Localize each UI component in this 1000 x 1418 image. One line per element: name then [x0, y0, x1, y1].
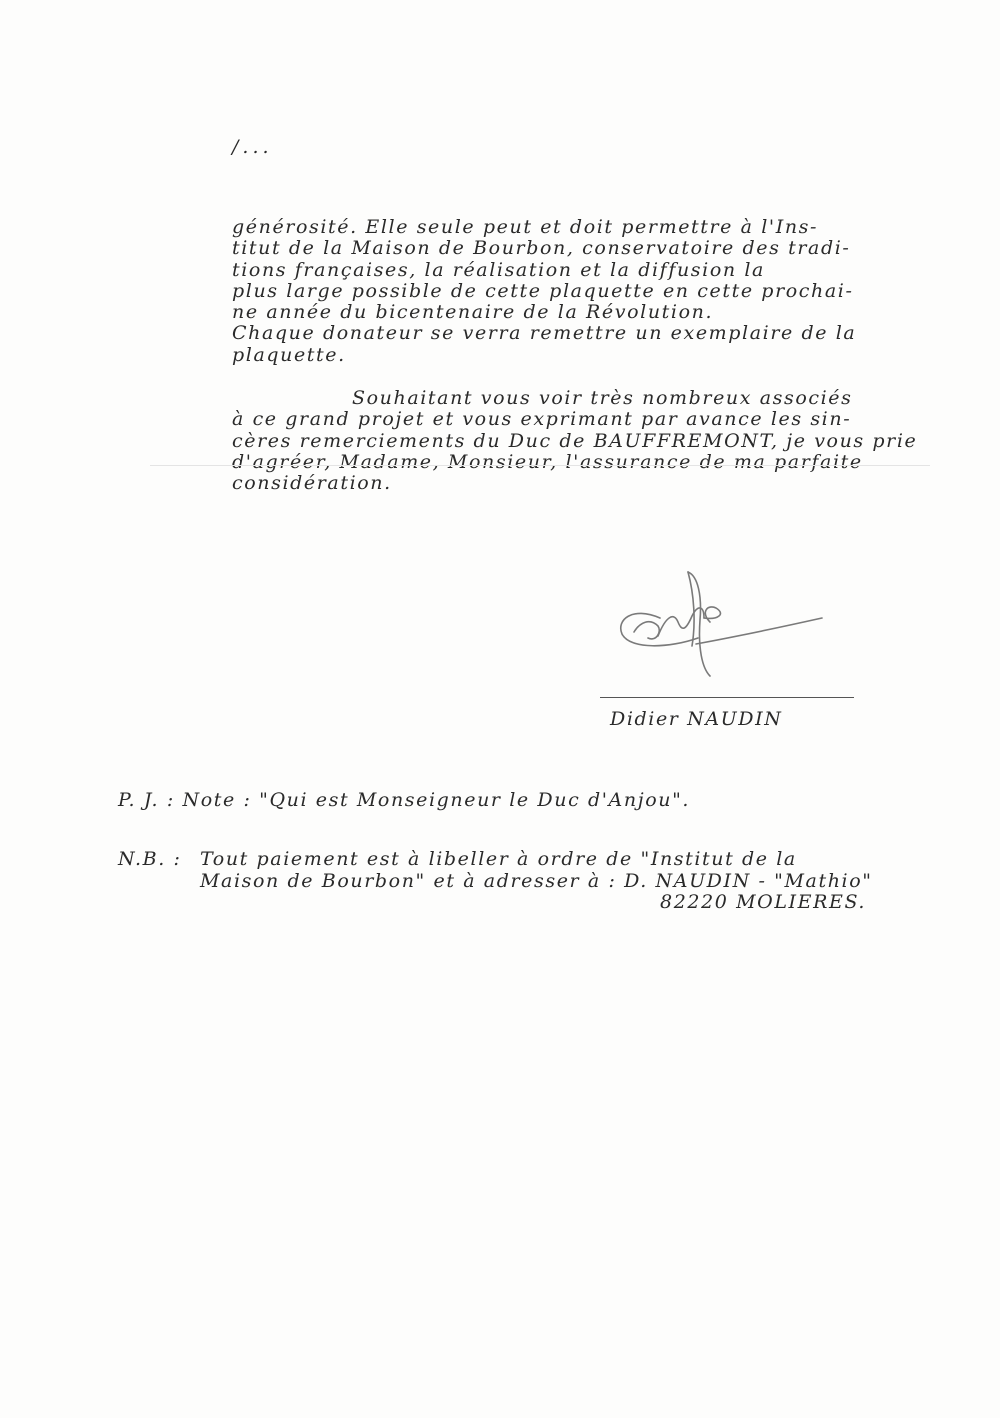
- text-line: Souhaitant vous voir très nombreux associés: [352, 387, 853, 409]
- text-line: Chaque donateur se verra remettre un exemplaire de la: [232, 322, 857, 345]
- enclosure-label: P. J. :: [118, 789, 175, 811]
- text-line: plaquette.: [232, 343, 346, 366]
- text-line: plus large possible de cette plaquette en cette prochai-: [232, 279, 854, 302]
- text-line: Maison de Bourbon" et à adresser à : D. NAUDIN - "Mathio": [200, 869, 873, 892]
- nota-bene-label: N.B. :: [118, 848, 182, 870]
- text-line: tions françaises, la réalisation et la diffusion la: [232, 258, 765, 281]
- enclosure-note: [118, 789, 690, 811]
- text-line: à ce grand projet et vous exprimant par avance les sin-: [232, 408, 852, 431]
- paragraph-closing: [232, 387, 918, 495]
- enclosure-text: Note : "Qui est Monseigneur le Duc d'Anjou".: [182, 789, 691, 811]
- signer-name: Didier NAUDIN: [610, 708, 783, 730]
- text-line: d'agréer, Madame, Monsieur, l'assurance de ma parfaite: [232, 450, 863, 473]
- address-line: 82220 MOLIERES.: [660, 891, 867, 913]
- text-line: générosité. Elle seule peut et doit permettre à l'Ins-: [232, 216, 819, 238]
- paper-fold-line: [150, 465, 930, 466]
- paragraph-generosity: [232, 217, 902, 366]
- text-line: cères remerciements du Duc de BAUFFREMONT, je vous prie: [232, 429, 918, 452]
- text-line: Tout paiement est à libeller à ordre de "Institut de la: [200, 848, 797, 870]
- handwritten-signature: [600, 560, 840, 690]
- text-line: ne année du bicentenaire de la Révolution.: [232, 301, 714, 324]
- text-line: considération.: [232, 472, 392, 495]
- continuation-mark: /...: [232, 136, 273, 158]
- nota-bene-body: [200, 849, 873, 914]
- text-line: titut de la Maison de Bourbon, conservatoire des tradi-: [232, 237, 851, 260]
- signature-line: [600, 697, 854, 698]
